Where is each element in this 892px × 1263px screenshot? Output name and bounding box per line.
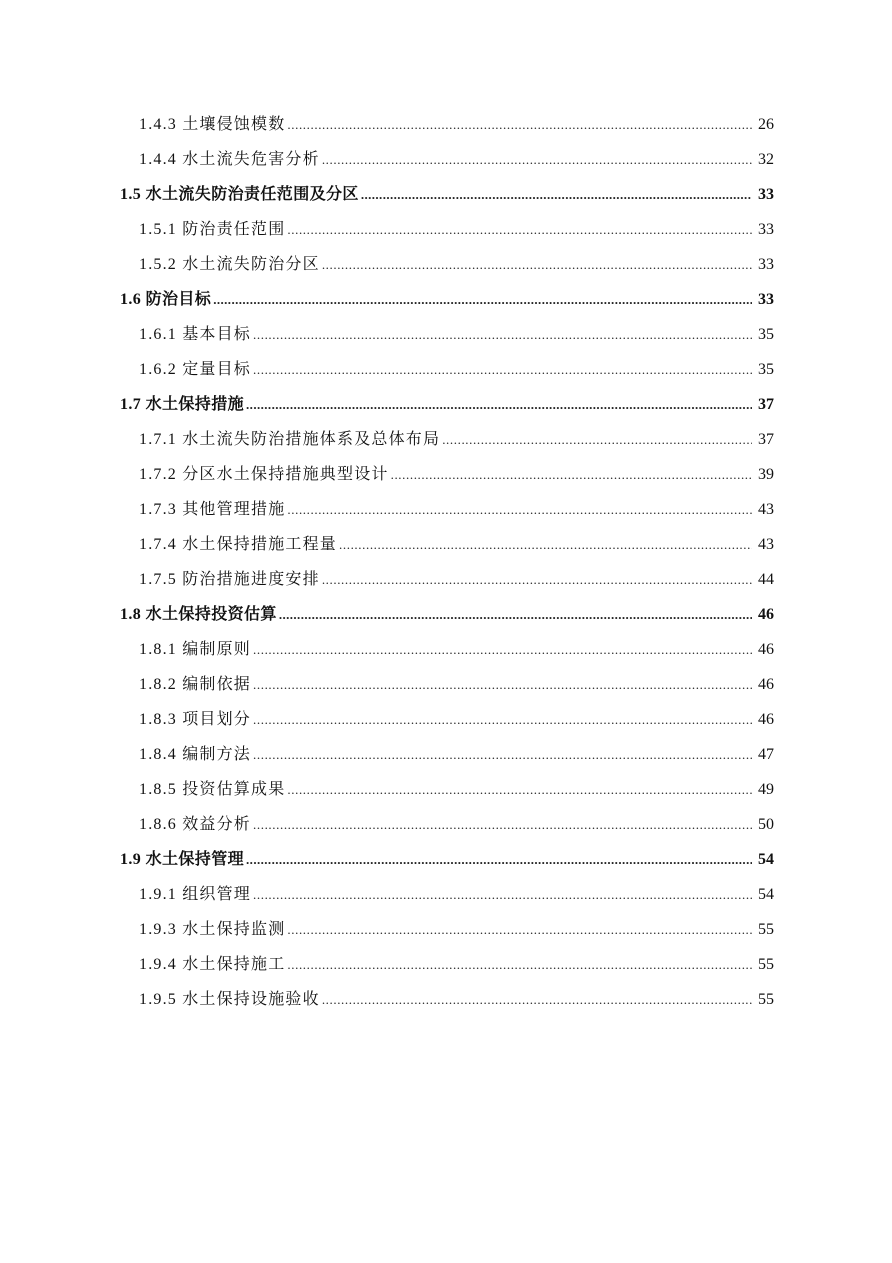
toc-page-number: 50 (758, 816, 774, 833)
toc-subsection-entry[interactable] (120, 527, 774, 562)
toc-entry-title: 1.7.1 水土流失防治措施体系及总体布局 (139, 431, 441, 448)
toc-subsection-entry[interactable] (120, 247, 774, 282)
toc-page-number: 33 (758, 291, 774, 308)
toc-page-number: 46 (758, 711, 774, 728)
toc-page-number: 43 (758, 536, 774, 553)
toc-subsection-entry[interactable] (120, 702, 774, 737)
toc-entry-title: 1.8.1 编制原则 (139, 641, 252, 658)
toc-entry-title: 1.8.4 编制方法 (139, 746, 252, 763)
toc-dot-leader (253, 737, 752, 772)
toc-dot-leader (279, 597, 752, 632)
toc-section-entry[interactable] (120, 597, 774, 632)
toc-dot-leader (246, 842, 752, 877)
toc-dot-leader (391, 457, 752, 492)
toc-subsection-entry[interactable] (120, 562, 774, 597)
toc-section-entry[interactable] (120, 282, 774, 317)
toc-subsection-entry[interactable] (120, 982, 774, 1017)
toc-page-number: 39 (758, 466, 774, 483)
toc-dot-leader (253, 807, 752, 842)
toc-entry-title: 1.7.4 水土保持措施工程量 (139, 536, 338, 553)
toc-dot-leader (213, 282, 752, 317)
toc-entry-title: 1.6.2 定量目标 (139, 361, 252, 378)
toc-dot-leader (287, 912, 752, 947)
toc-page-number: 46 (758, 676, 774, 693)
toc-entry-title: 1.4.4 水土流失危害分析 (139, 151, 320, 168)
toc-entry-title: 1.5.2 水土流失防治分区 (139, 256, 320, 273)
toc-dot-leader (253, 702, 752, 737)
toc-page-number: 26 (758, 116, 774, 133)
toc-dot-leader (361, 177, 752, 212)
toc-dot-leader (287, 772, 752, 807)
toc-dot-leader (322, 142, 752, 177)
toc-subsection-entry[interactable] (120, 877, 774, 912)
toc-page-number: 46 (758, 641, 774, 658)
toc-subsection-entry[interactable] (120, 807, 774, 842)
toc-section-entry[interactable] (120, 387, 774, 422)
toc-dot-leader (322, 982, 752, 1017)
toc-section-entry[interactable] (120, 177, 774, 212)
toc-page-number: 55 (758, 956, 774, 973)
toc-page-number: 33 (758, 256, 774, 273)
toc-dot-leader (287, 492, 752, 527)
toc-entry-title: 1.5 水土流失防治责任范围及分区 (120, 186, 359, 203)
toc-subsection-entry[interactable] (120, 457, 774, 492)
toc-page-number: 43 (758, 501, 774, 518)
toc-entry-title: 1.8.6 效益分析 (139, 816, 252, 833)
toc-entry-title: 1.8.3 项目划分 (139, 711, 252, 728)
toc-dot-leader (339, 527, 752, 562)
toc-subsection-entry[interactable] (120, 947, 774, 982)
toc-subsection-entry[interactable] (120, 317, 774, 352)
toc-entry-title: 1.8.2 编制依据 (139, 676, 252, 693)
toc-page-number: 37 (758, 396, 774, 413)
toc-entry-title: 1.7 水土保持措施 (120, 396, 245, 413)
toc-subsection-entry[interactable] (120, 352, 774, 387)
toc-subsection-entry[interactable] (120, 667, 774, 702)
toc-page-number: 37 (758, 431, 774, 448)
toc-dot-leader (253, 632, 752, 667)
toc-dot-leader (253, 667, 752, 702)
toc-entry-title: 1.9 水土保持管理 (120, 851, 245, 868)
toc-entry-title: 1.6 防治目标 (120, 291, 212, 308)
toc-entry-title: 1.7.5 防治措施进度安排 (139, 571, 320, 588)
toc-page-number: 35 (758, 361, 774, 378)
toc-entry-title: 1.4.3 土壤侵蚀模数 (139, 116, 286, 133)
toc-page-number: 35 (758, 326, 774, 343)
toc-subsection-entry[interactable] (120, 632, 774, 667)
toc-subsection-entry[interactable] (120, 772, 774, 807)
toc-entry-title: 1.7.3 其他管理措施 (139, 501, 286, 518)
toc-entry-title: 1.9.3 水土保持监测 (139, 921, 286, 938)
toc-subsection-entry[interactable] (120, 492, 774, 527)
toc-page-number: 33 (758, 186, 774, 203)
toc-entry-title: 1.5.1 防治责任范围 (139, 221, 286, 238)
toc-entry-title: 1.9.5 水土保持设施验收 (139, 991, 320, 1008)
toc-entry-title: 1.7.2 分区水土保持措施典型设计 (139, 466, 389, 483)
toc-page-number: 49 (758, 781, 774, 798)
toc-page-number: 44 (758, 571, 774, 588)
toc-dot-leader (287, 947, 752, 982)
toc-page-number: 54 (758, 886, 774, 903)
toc-dot-leader (322, 247, 752, 282)
toc-subsection-entry[interactable] (120, 212, 774, 247)
toc-subsection-entry[interactable] (120, 107, 774, 142)
toc-page-number: 55 (758, 921, 774, 938)
toc-page-number: 54 (758, 851, 774, 868)
toc-subsection-entry[interactable] (120, 142, 774, 177)
toc-dot-leader (322, 562, 752, 597)
toc-subsection-entry[interactable] (120, 912, 774, 947)
toc-entry-title: 1.6.1 基本目标 (139, 326, 252, 343)
toc-dot-leader (253, 352, 752, 387)
toc-subsection-entry[interactable] (120, 737, 774, 772)
toc-page-number: 46 (758, 606, 774, 623)
toc-dot-leader (287, 212, 752, 247)
toc-entry-title: 1.8.5 投资估算成果 (139, 781, 286, 798)
toc-page-number: 55 (758, 991, 774, 1008)
toc-dot-leader (442, 422, 752, 457)
toc-page-number: 33 (758, 221, 774, 238)
toc-dot-leader (253, 877, 752, 912)
table-of-contents (120, 107, 774, 1017)
toc-entry-title: 1.9.1 组织管理 (139, 886, 252, 903)
toc-entry-title: 1.9.4 水土保持施工 (139, 956, 286, 973)
toc-subsection-entry[interactable] (120, 422, 774, 457)
toc-dot-leader (253, 317, 752, 352)
toc-page-number: 47 (758, 746, 774, 763)
toc-page-number: 32 (758, 151, 774, 168)
toc-dot-leader (287, 107, 752, 142)
toc-dot-leader (246, 387, 752, 422)
toc-section-entry[interactable] (120, 842, 774, 877)
toc-entry-title: 1.8 水土保持投资估算 (120, 606, 277, 623)
